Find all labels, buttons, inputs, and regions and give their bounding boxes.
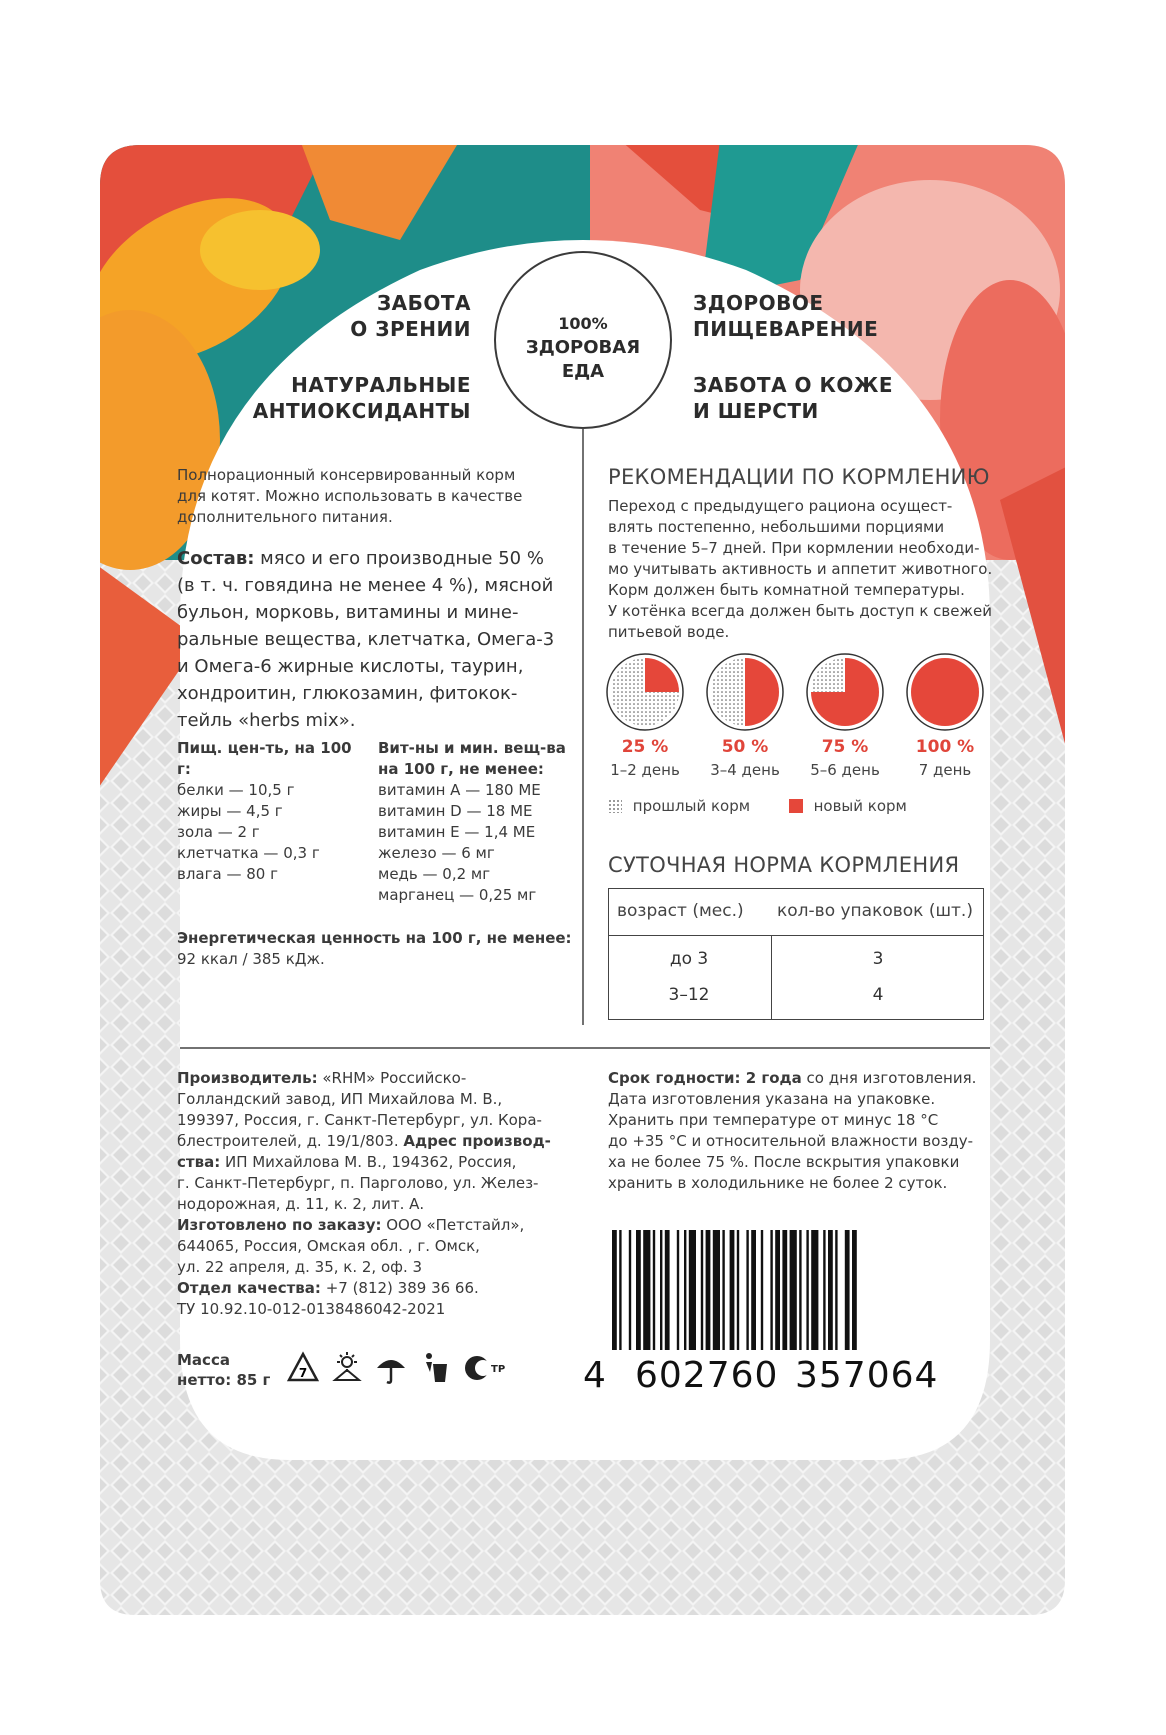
svg-text:ТР: ТР	[491, 1364, 506, 1375]
pie-new-food-slice	[645, 658, 679, 692]
norm-header-packs: кол-во упаковок (шт.)	[777, 901, 973, 921]
feeding-transition-pies	[600, 650, 1000, 740]
benefit-eye-care: ЗАБОТА О ЗРЕНИИ	[350, 291, 471, 341]
norm-row-2-packs: 4	[872, 985, 884, 1005]
new-food-swatch	[789, 799, 803, 813]
composition: Состав: мясо и его производные 50 % (в т. ч. говядина не менее 4 %), мясной бульон, морковь, витамины и мине- ральные вещества, клетчатка, Омега-3 и Омега-6 жирные кислоты, таурин, хондроитин, глюкозамин, фитокок- тейль «herbs mix».	[177, 548, 555, 731]
product-description: Полнорационный консервированный корм для котят. Можно использовать в качестве дополнительного питания.	[177, 466, 523, 526]
pie-step-4	[907, 654, 983, 730]
storage-info: Срок годности: 2 года со дня изготовления. Дата изготовления указана на упаковке. Хранить при температуре от минус 18 °C до +35 °C и относительной влажности возду- ха не более 75 %. После вскрытия упаковки хранить в холодильнике не более 2 суток.	[608, 1069, 977, 1192]
step-1-percent: 25 %	[621, 737, 669, 757]
net-mass: Масса нетто: 85 г	[177, 1351, 271, 1389]
pie-step-3	[807, 654, 883, 730]
pie-legend: прошлый корм новый корм	[608, 797, 907, 815]
svg-text:7: 7	[298, 1366, 308, 1380]
step-3-days: 5–6 день	[810, 761, 880, 779]
barcode-first-digit: 4	[583, 1355, 607, 1396]
benefit-digestion: ЗДОРОВОЕ ПИЩЕВАРЕНИЕ	[693, 291, 879, 341]
step-2-percent: 50 %	[721, 737, 769, 757]
eac-mark-icon	[461, 1350, 506, 1386]
daily-norm-table	[608, 888, 984, 1020]
healthy-food-badge: 100% ЗДОРОВАЯ ЕДА	[525, 314, 641, 382]
keep-away-from-sun-icon	[329, 1350, 365, 1386]
composition-label: Состав:	[177, 548, 255, 569]
pie-new-food-slice	[911, 658, 979, 726]
energy-value: Энергетическая ценность на 100 г, не менее: 92 ккал / 385 кДж.	[177, 929, 572, 968]
step-4-days: 7 день	[918, 761, 972, 779]
norm-row-2-age: 3–12	[668, 985, 710, 1005]
package-symbols	[285, 1350, 515, 1390]
benefit-skin-coat: ЗАБОТА О КОЖЕ И ШЕРСТИ	[693, 373, 893, 423]
daily-norm-title: СУТОЧНАЯ НОРМА КОРМЛЕНИЯ	[608, 853, 960, 877]
barcode	[608, 1230, 938, 1360]
pie-step-1	[607, 654, 683, 730]
recycle-icon	[285, 1350, 321, 1386]
vitamins-minerals: Вит-ны и мин. вещ-ва на 100 г, не менее: витамин А — 180 МЕ витамин D — 18 МЕ витамин Е — 1,4 МЕ железо — 6 мг медь — 0,2 мг марганец — 0,25 мг	[378, 739, 566, 904]
feeding-text: Переход с предыдущего рациона осущест- влять постепенно, небольшими порциями в течение 5–7 дней. При кормлении необходи- мо учитывать активность и аппетит животного. Корм должен быть комнатной температуры. У котёнка всегда должен быть доступ к свежей питьевой воде.	[608, 497, 993, 641]
step-1-days: 1–2 день	[610, 761, 680, 779]
barcode-right-digits: 357064	[795, 1355, 939, 1396]
dispose-in-bin-icon	[417, 1350, 453, 1386]
norm-row-1-age: до 3	[669, 949, 709, 969]
feeding-title: РЕКОМЕНДАЦИИ ПО КОРМЛЕНИЮ	[608, 465, 990, 489]
pie-step-2	[707, 654, 783, 730]
barcode-left-digits: 602760	[635, 1355, 779, 1396]
manufacturer-info: Производитель: «RHM» Российско- Голландский завод, ИП Михайлова М. В., 199397, Россия, г. Санкт-Петербург, ул. Кора- блестроителей, д. 19/1/803. Адрес производ- ства: ИП Михайлова М. В., 194362, Россия, г. Санкт-Петербург, п. Парголово, ул. Желез- нодорожная, д. 11, к. 2, лит. А. Изготовлено по заказу: ООО «Петстайл», 644065, Россия, Омская обл. , г. Омск, ул. 22 апреля, д. 35, к. 2, оф. 3 Отдел качества: +7 (812) 389 36 66. ТУ 10.92.10-012-0138486042-2021	[177, 1069, 551, 1318]
step-2-days: 3–4 день	[710, 761, 780, 779]
norm-header-age: возраст (мес.)	[617, 901, 744, 921]
keep-dry-icon	[373, 1350, 409, 1386]
benefit-antioxidants: НАТУРАЛЬНЫЕ АНТИОКСИДАНТЫ	[252, 373, 471, 423]
step-3-percent: 75 %	[821, 737, 869, 757]
step-4-percent: 100 %	[915, 737, 975, 757]
norm-row-1-packs: 3	[872, 949, 884, 969]
nutrition-values: Пищ. цен-ть, на 100 г: белки — 10,5 г жиры — 4,5 г зола — 2 г клетчатка — 0,3 г влага — 80 г	[177, 739, 352, 883]
old-food-swatch	[608, 799, 622, 813]
